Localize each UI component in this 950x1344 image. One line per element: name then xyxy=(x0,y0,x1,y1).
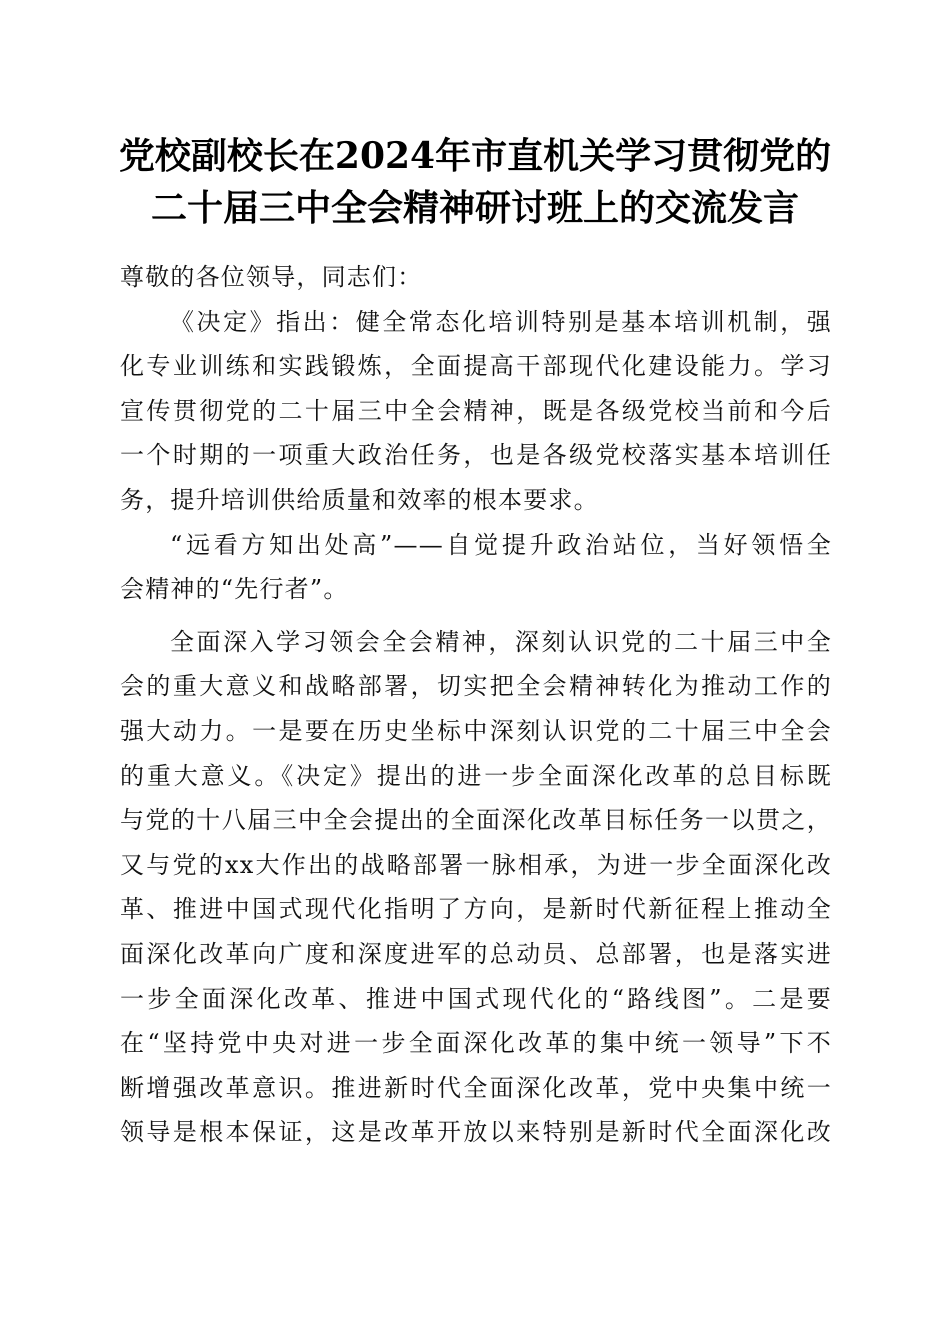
paragraph-line: 全面深入学习领会全会精神，深刻认识党的二十届三中全 xyxy=(170,627,832,656)
paragraph-2 xyxy=(120,523,832,612)
title-line-2: 二十届三中全会精神研讨班上的交流发言 xyxy=(150,187,799,229)
paragraph-line: 强大动力。一是要在历史坐标中深刻认识党的二十届三中全会 xyxy=(120,716,832,745)
paragraph-line: 革、推进中国式现代化指明了方向，是新时代新征程上推动全 xyxy=(120,895,832,924)
document-title xyxy=(60,130,890,234)
paragraph-3 xyxy=(120,620,832,1155)
paragraph-line: 又与党的xx大作出的战略部署一脉相承，为进一步全面深化改 xyxy=(120,850,832,879)
paragraph-line: 宣传贯彻党的二十届三中全会精神，既是各级党校当前和今后 xyxy=(120,396,832,425)
salutation: 尊敬的各位领导，同志们： xyxy=(120,263,423,291)
paragraph-line: 领导是根本保证，这是改革开放以来特别是新时代全面深化改 xyxy=(120,1118,832,1147)
section-heading-line: 会精神的“先行者”。 xyxy=(120,575,349,604)
paragraph-line: 一步全面深化改革、推进中国式现代化的“路线图”。二是要 xyxy=(120,984,832,1013)
paragraph-line: 化专业训练和实践锻炼，全面提高干部现代化建设能力。学习 xyxy=(120,352,832,381)
paragraph-line: 《决定》指出：健全常态化培训特别是基本培训机制，强 xyxy=(170,307,832,336)
paragraph-line: 面深化改革向广度和深度进军的总动员、总部署，也是落实进 xyxy=(120,939,832,968)
title-line-1: 党校副校长在2024年市直机关学习贯彻党的 xyxy=(118,135,832,177)
paragraph-line: 一个时期的一项重大政治任务，也是各级党校落实基本培训任 xyxy=(120,441,832,470)
section-heading-line: “远看方知出处高”——自觉提升政治站位，当好领悟全 xyxy=(170,530,832,559)
paragraph-line: 在“坚持党中央对进一步全面深化改革的集中统一领导”下不 xyxy=(120,1029,832,1058)
paragraph-line: 断增强改革意识。推进新时代全面深化改革，党中央集中统一 xyxy=(120,1073,832,1102)
paragraph-line: 的重大意义。《决定》提出的进一步全面深化改革的总目标既 xyxy=(120,761,832,790)
paragraph-line: 与党的十八届三中全会提出的全面深化改革目标任务一以贯之， xyxy=(120,806,832,835)
paragraph-line: 务，提升培训供给质量和效率的根本要求。 xyxy=(120,485,599,514)
document-body xyxy=(120,255,832,1155)
paragraph-1 xyxy=(120,300,832,523)
paragraph-line: 会的重大意义和战略部署，切实把全会精神转化为推动工作的 xyxy=(120,672,832,701)
